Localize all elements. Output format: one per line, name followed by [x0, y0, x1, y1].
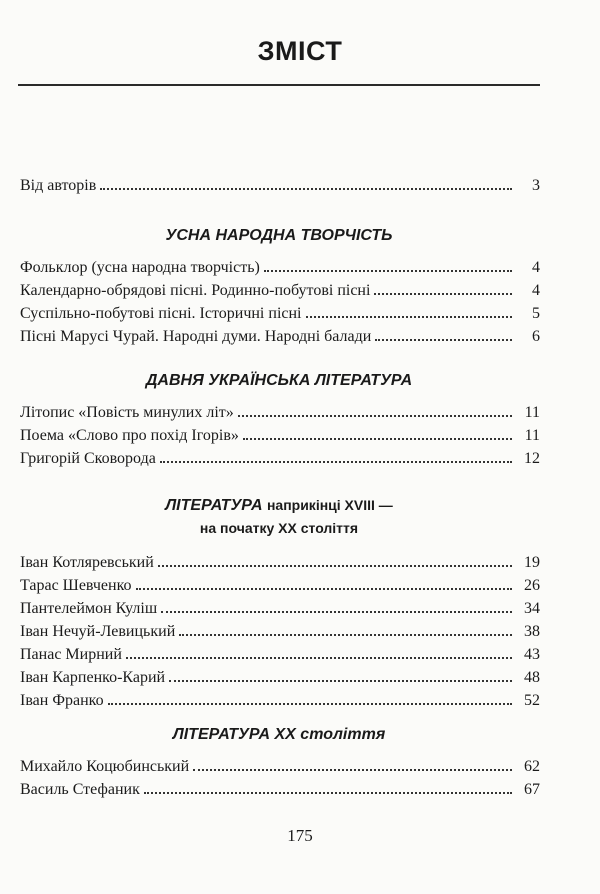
- toc-entry: [20, 599, 540, 619]
- toc-entry-title: Панас Мирний: [20, 646, 122, 663]
- toc-entry: [20, 258, 540, 278]
- toc-entry: [20, 553, 540, 573]
- dot-leader: [374, 293, 512, 295]
- toc-entry-title: Фольклор (усна народна творчість): [20, 259, 260, 276]
- toc-entry-title: Від авторів: [20, 177, 97, 194]
- toc-entry-title: Пантелеймон Куліш: [20, 600, 158, 617]
- toc-entry: [20, 449, 540, 469]
- toc-entry-title: Пісні Марусі Чурай. Народні думи. Народні балади: [20, 328, 372, 345]
- dot-leader: [126, 657, 512, 659]
- toc-entry-page: 12: [524, 450, 540, 467]
- toc-entry-page: 4: [532, 259, 540, 276]
- dot-leader: [193, 769, 512, 771]
- toc-entry: [20, 757, 540, 777]
- dot-leader: [306, 316, 513, 318]
- toc-entry-page: 11: [524, 404, 540, 421]
- dot-leader: [375, 339, 512, 341]
- section-heading-sub: наприкінці XVIII —: [266, 497, 393, 513]
- section-heading-sub: XX століття: [274, 726, 386, 743]
- dot-leader: [100, 188, 512, 190]
- toc-entry-title: Поема «Слово про похід Ігорів»: [20, 427, 239, 444]
- toc-entry-page: 26: [524, 577, 540, 594]
- dot-leader: [136, 588, 512, 590]
- toc-entry-title: Іван Карпенко-Карий: [20, 669, 166, 686]
- toc-entry: [20, 576, 540, 596]
- toc-entry-page: 19: [524, 554, 540, 571]
- toc-entry-title: Суспільно-побутові пісні. Історичні пісні: [20, 305, 302, 322]
- toc-entry-title: Михайло Коцюбинський: [20, 758, 190, 775]
- toc-entry-title: Іван Франко: [20, 692, 104, 709]
- dot-leader: [238, 415, 512, 417]
- toc-entry: [20, 622, 540, 642]
- dot-leader: [264, 270, 512, 272]
- section-heading: [18, 724, 540, 746]
- dot-leader: [161, 611, 512, 613]
- toc-entry: [20, 426, 540, 446]
- toc-entry-page: 34: [524, 600, 540, 617]
- toc-entry: [20, 645, 540, 665]
- toc-entry-page: 67: [524, 781, 540, 798]
- toc-entry-title: Календарно-обрядові пісні. Родинно-побутові пісні: [20, 282, 371, 299]
- toc-entry-page: 11: [524, 427, 540, 444]
- page-number: 175: [287, 826, 313, 845]
- toc-entry: [20, 281, 540, 301]
- toc-entry-page: 43: [524, 646, 540, 663]
- toc-entry-page: 5: [532, 305, 540, 322]
- toc-entry: [20, 780, 540, 800]
- toc-entry-title: Василь Стефаник: [20, 781, 140, 798]
- toc-entry-title: Григорій Сковорода: [20, 450, 156, 467]
- section-heading-main: ЛІТЕРАТУРА: [165, 497, 263, 514]
- toc-entry-title: Іван Нечуй-Левицький: [20, 623, 176, 640]
- toc-entry: [20, 327, 540, 347]
- dot-leader: [144, 792, 512, 794]
- toc-entry: [20, 668, 540, 688]
- dot-leader: [108, 703, 512, 705]
- toc-entry-page: 38: [524, 623, 540, 640]
- toc-entry: [20, 403, 540, 423]
- title-rule: [18, 84, 540, 86]
- dot-leader: [169, 680, 512, 682]
- toc-entry: [20, 304, 540, 324]
- toc-entry-page: 3: [532, 177, 540, 194]
- dot-leader: [179, 634, 512, 636]
- section-heading: [18, 494, 540, 540]
- section-heading-main: ЛІТЕРАТУРА: [172, 726, 271, 743]
- toc-entry: [20, 176, 540, 196]
- dot-leader: [243, 438, 512, 440]
- toc-entry-title: Тарас Шевченко: [20, 577, 132, 594]
- toc-entry-page: 62: [524, 758, 540, 775]
- toc-entry-title: Іван Котляревський: [20, 554, 154, 571]
- dot-leader: [158, 565, 512, 567]
- toc-entry-page: 4: [532, 282, 540, 299]
- section-heading: УСНА НАРОДНА ТВОРЧІСТЬ: [165, 227, 393, 244]
- section-heading-sub: на початку XX століття: [199, 520, 359, 536]
- dot-leader: [160, 461, 512, 463]
- toc-entry-page: 48: [524, 669, 540, 686]
- toc-entry-page: 52: [524, 692, 540, 709]
- section-heading: ДАВНЯ УКРАЇНСЬКА ЛІТЕРАТУРА: [145, 372, 413, 389]
- toc-entry: [20, 691, 540, 711]
- toc-entry-page: 6: [532, 328, 540, 345]
- toc-entry-title: Літопис «Повість минулих літ»: [20, 404, 234, 421]
- page-title: ЗМІСТ: [257, 36, 343, 66]
